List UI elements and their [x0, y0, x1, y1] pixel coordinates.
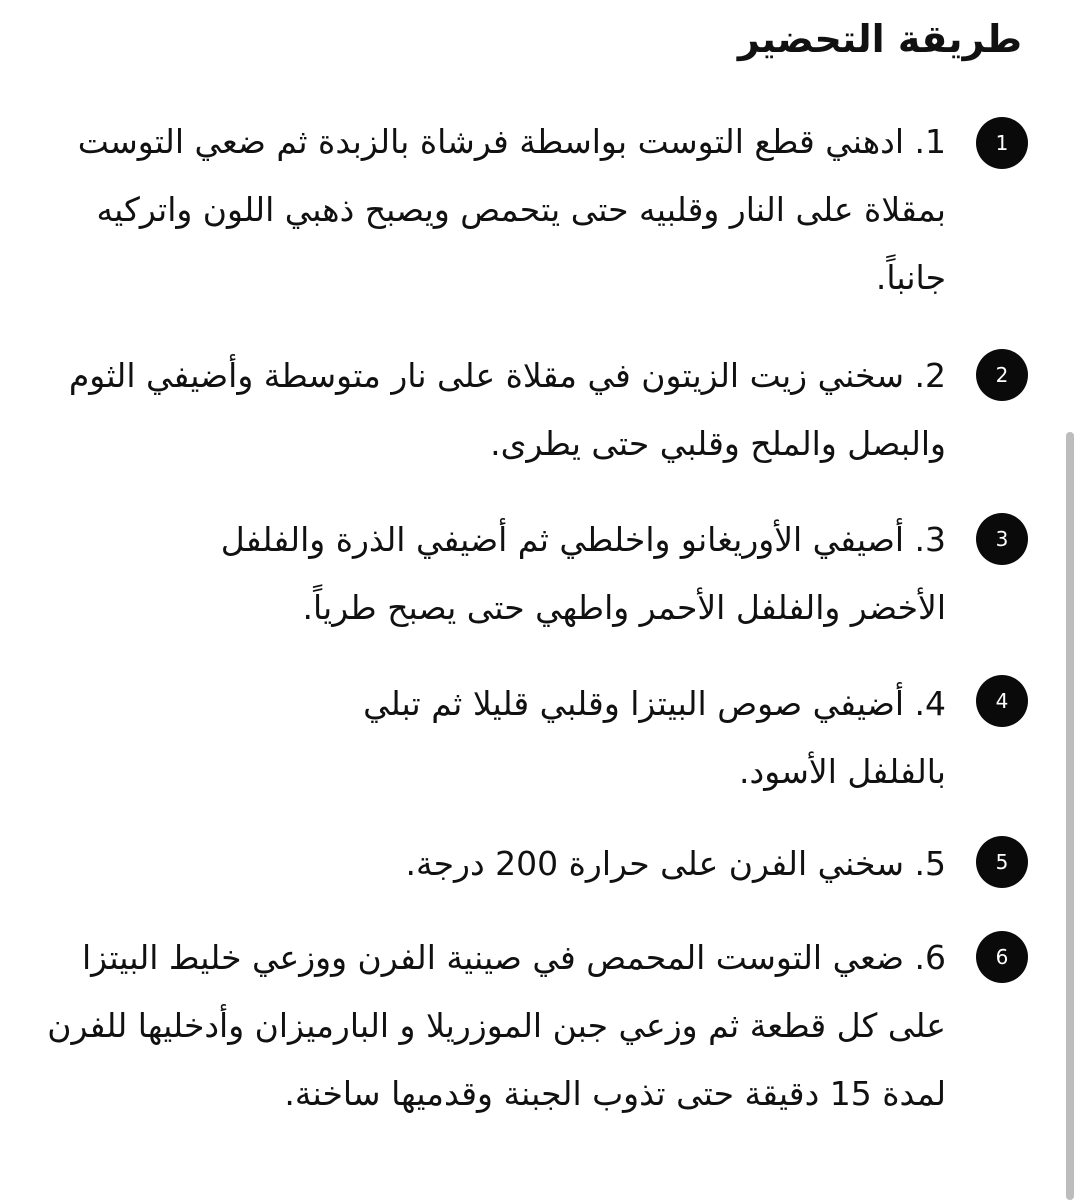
- step-text: 4. أضيفي صوص البيتزا وقلبي قليلا ثم تبلي بالفلفل الأسود.: [363, 684, 946, 791]
- step-number-badge: 4: [976, 675, 1028, 727]
- step-text: 2. سخني زيت الزيتون في مقلاة على نار متوسطة وأضيفي الثوم والبصل والملح وقلبي حتى يطرى.: [68, 356, 946, 463]
- step-number-badge: 1: [976, 117, 1028, 169]
- step-number-badge: 6: [976, 931, 1028, 983]
- step-item: [18, 108, 1028, 297]
- step-text: 5. سخني الفرن على حرارة 200 درجة.: [405, 844, 946, 883]
- step-number-badge: 3: [976, 513, 1028, 565]
- section-title: طريقة التحضير: [737, 17, 1022, 61]
- step-text: 6. ضعي التوست المحمص في صينية الفرن ووزعي خليط البيتزا على كل قطعة ثم وزعي جبن الموزريلا و البارميزان وأدخليها للفرن لمدة 15 دقيقة حتى تذوب الجبنة وقدميها ساخنة.: [47, 938, 946, 1113]
- step-item: [18, 506, 1028, 666]
- step-item: [18, 670, 1028, 830]
- step-number-badge: 2: [976, 349, 1028, 401]
- scrollbar-thumb[interactable]: [1066, 432, 1074, 1200]
- step-number-badge: 5: [976, 836, 1028, 888]
- step-text: 3. أصيفي الأوريغانو واخلطي ثم أضيفي الذرة والفلفل الأخضر والفلفل الأحمر واطهي حتى يصبح طرياً.: [220, 520, 946, 627]
- step-text: 1. ادهني قطع التوست بواسطة فرشاة بالزبدة ثم ضعي التوست بمقلاة على النار وقلبيه حتى يتحمص ويصبح ذهبي اللون واتركيه جانباً.: [77, 122, 946, 297]
- step-item: [18, 342, 1028, 502]
- step-item: [18, 924, 1028, 1113]
